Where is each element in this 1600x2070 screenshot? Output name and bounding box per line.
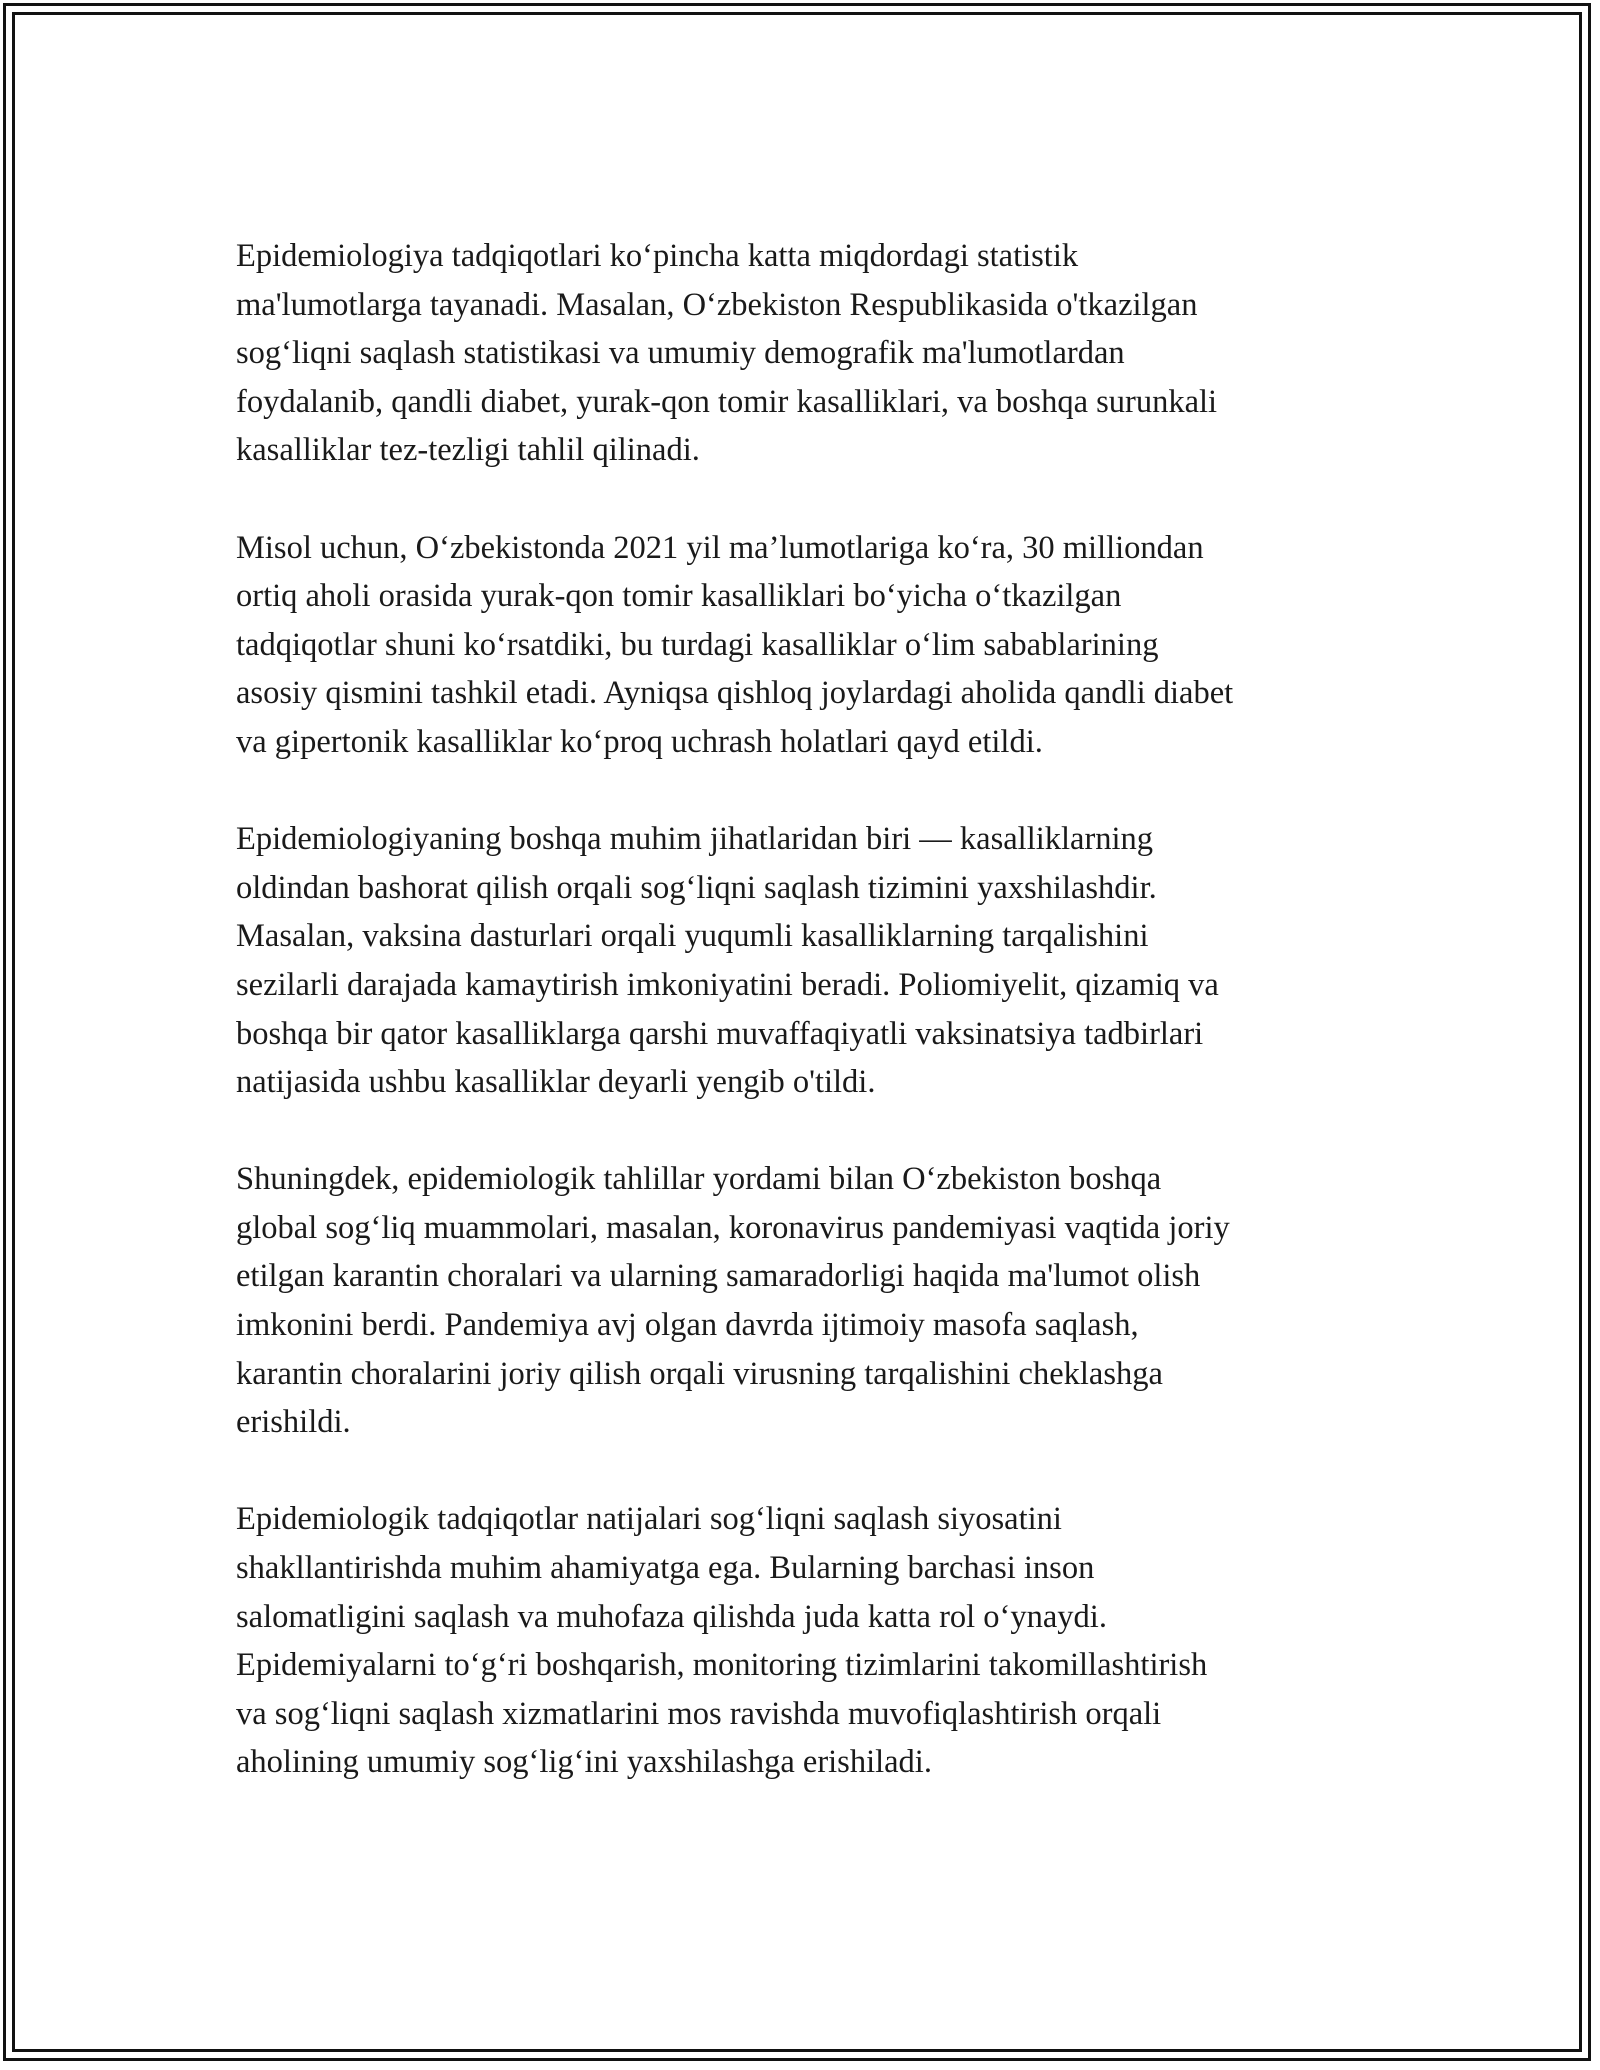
text-line: natijasida ushbu kasalliklar deyarli yengib o'tildi. bbox=[236, 1064, 876, 1101]
text-line: foydalanib, qandli diabet, yurak-qon tomir kasalliklari, va boshqa surunkali bbox=[236, 383, 1218, 420]
text-line: Masalan, vaksina dasturlari orqali yuqumli kasalliklarning tarqalishini bbox=[236, 918, 1149, 955]
text-line: Shuningdek, epidemiologik tahlillar yordami bilan O‘zbekiston boshqa bbox=[236, 1161, 1162, 1198]
paragraph-1 bbox=[236, 232, 1376, 475]
text-line: erishildi. bbox=[236, 1404, 351, 1441]
text-line: ma'lumotlarga tayanadi. Masalan, O‘zbekiston Respublikasida o'tkazilgan bbox=[236, 286, 1198, 323]
text-line: shakllantirishda muhim ahamiyatga ega. Bularning barchasi inson bbox=[236, 1550, 1095, 1587]
text-line: Misol uchun, O‘zbekistonda 2021 yil ma’lumotlariga ko‘ra, 30 milliondan bbox=[236, 529, 1204, 566]
text-line: tadqiqotlar shuni ko‘rsatdiki, bu turdagi kasalliklar o‘lim sabablarining bbox=[236, 626, 1159, 663]
text-line: imkonini berdi. Pandemiya avj olgan davrda ijtimoiy masofa saqlash, bbox=[236, 1307, 1139, 1344]
text-line: global sog‘liq muammolari, masalan, koronavirus pandemiyasi vaqtida joriy bbox=[236, 1209, 1230, 1246]
paragraph-3 bbox=[236, 815, 1376, 1107]
text-line: boshqa bir qator kasalliklarga qarshi muvaffaqiyatli vaksinatsiya tadbirlari bbox=[236, 1015, 1204, 1052]
text-line: Epidemiologik tadqiqotlar natijalari sog‘liqni saqlash siyosatini bbox=[236, 1501, 1062, 1538]
paragraph-2 bbox=[236, 524, 1376, 767]
text-line: sezilarli darajada kamaytirish imkoniyatini beradi. Poliomiyelit, qizamiq va bbox=[236, 966, 1219, 1003]
text-line: karantin choralarini joriy qilish orqali virusning tarqalishini cheklashga bbox=[236, 1355, 1163, 1392]
text-line: ortiq aholi orasida yurak-qon tomir kasalliklari bo‘yicha o‘tkazilgan bbox=[236, 578, 1122, 615]
text-line: asosiy qismini tashkil etadi. Ayniqsa qishloq joylardagi aholida qandli diabet bbox=[236, 675, 1234, 712]
text-line: kasalliklar tez-tezligi tahlil qilinadi. bbox=[236, 432, 700, 469]
document-body bbox=[236, 232, 1376, 1836]
text-line: va gipertonik kasalliklar ko‘proq uchrash holatlari qayd etildi. bbox=[236, 723, 1043, 760]
text-line: va sog‘liqni saqlash xizmatlarini mos ravishda muvofiqlashtirish orqali bbox=[236, 1695, 1162, 1732]
text-line: salomatligini saqlash va muhofaza qilishda juda katta rol o‘ynaydi. bbox=[236, 1598, 1107, 1635]
text-line: Epidemiologiya tadqiqotlari ko‘pincha katta miqdordagi statistik bbox=[236, 238, 1079, 274]
text-line: Epidemiyalarni to‘g‘ri boshqarish, monitoring tizimlarini takomillashtirish bbox=[236, 1647, 1208, 1684]
text-line: sog‘liqni saqlash statistikasi va umumiy demografik ma'lumotlardan bbox=[236, 335, 1125, 372]
paragraph-5 bbox=[236, 1495, 1376, 1787]
text-line: Epidemiologiyaning boshqa muhim jihatlaridan biri — kasalliklarning bbox=[236, 821, 1154, 858]
paragraph-4 bbox=[236, 1155, 1376, 1447]
text-line: aholining umumiy sog‘lig‘ini yaxshilashga erishiladi. bbox=[236, 1744, 932, 1781]
text-line: etilgan karantin choralari va ularning samaradorligi haqida ma'lumot olish bbox=[236, 1258, 1201, 1295]
text-line: oldindan bashorat qilish orqali sog‘liqni saqlash tizimini yaxshilashdir. bbox=[236, 869, 1157, 906]
